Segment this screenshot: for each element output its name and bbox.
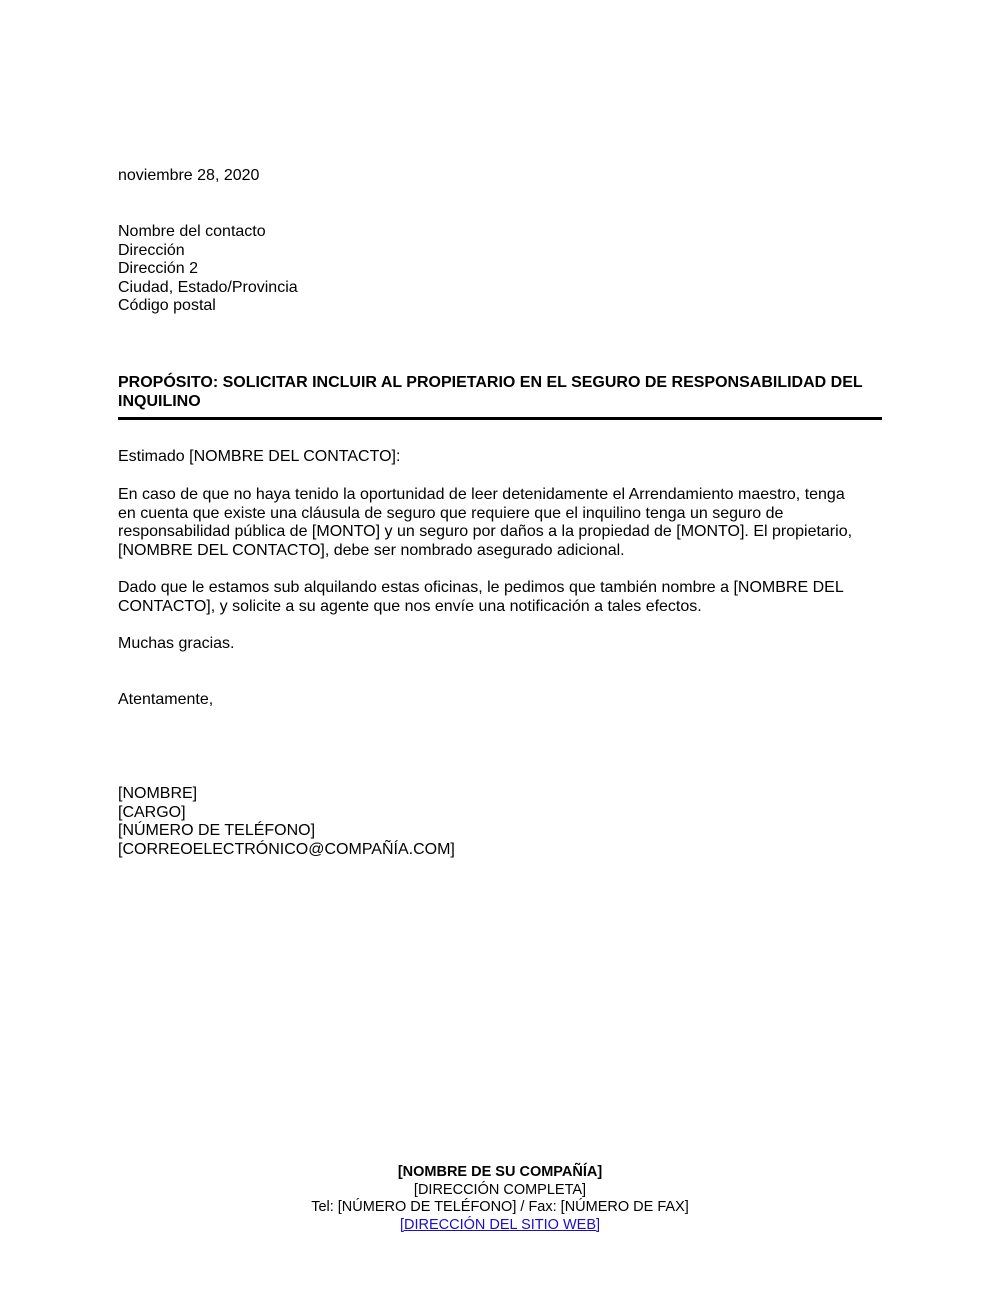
signature-name: [NOMBRE] (118, 785, 198, 802)
recipient-city-state: Ciudad, Estado/Provincia (118, 278, 298, 296)
footer-address: [DIRECCIÓN COMPLETA] (413, 1181, 587, 1198)
heading-divider (118, 417, 882, 420)
paragraph-line: Dado que le estamos sub alquilando estas oficinas, le pedimos que también nombre a [NOMBRE DEL (118, 579, 844, 596)
purpose-heading: PROPÓSITO: SOLICITAR INCLUIR AL PROPIETARIO EN EL SEGURO DE RESPONSABILIDAD DEL INQUILINO (118, 374, 863, 410)
recipient-address1: Dirección (118, 241, 185, 259)
salutation: Estimado [NOMBRE DEL CONTACTO]: (118, 448, 401, 465)
body-paragraph-2 (118, 579, 888, 616)
recipient-address-block (118, 223, 298, 316)
closing: Atentamente, (118, 691, 214, 708)
signature-email: [CORREOELECTRÓNICO@COMPAÑÍA.COM] (118, 840, 455, 858)
paragraph-line: CONTACTO], y solicite a su agente que nos envíe una notificación a tales efectos. (118, 597, 702, 615)
paragraph-line: en cuenta que existe una cláusula de seguro que requiere que el inquilino tenga un seguro de (118, 504, 784, 522)
paragraph-line: [NOMBRE DEL CONTACTO], debe ser nombrado asegurado adicional. (118, 542, 625, 560)
thanks-line: Muchas gracias. (118, 635, 235, 652)
company-footer (0, 1164, 1000, 1234)
recipient-address2: Dirección 2 (118, 260, 199, 278)
recipient-postal-code: Código postal (118, 297, 216, 315)
signature-title: [CARGO] (118, 803, 186, 821)
letter-date: noviembre 28, 2020 (118, 167, 260, 184)
signature-phone: [NÚMERO DE TELÉFONO] (118, 822, 316, 840)
body-paragraph-1 (118, 486, 888, 561)
paragraph-line: En caso de que no haya tenido la oportunidad de leer detenidamente el Arrendamiento maestro, tenga (118, 486, 845, 503)
footer-company-name: [NOMBRE DE SU COMPAÑÍA] (397, 1164, 603, 1180)
signature-block (118, 785, 455, 859)
paragraph-line: responsabilidad pública de [MONTO] y un seguro por daños a la propiedad de [MONTO]. El propietario, (118, 523, 853, 541)
footer-website-link[interactable]: [DIRECCIÓN DEL SITIO WEB] (399, 1216, 601, 1233)
recipient-name: Nombre del contacto (118, 223, 266, 240)
footer-contact: Tel: [NÚMERO DE TELÉFONO] / Fax: [NÚMERO DE FAX] (311, 1199, 689, 1215)
